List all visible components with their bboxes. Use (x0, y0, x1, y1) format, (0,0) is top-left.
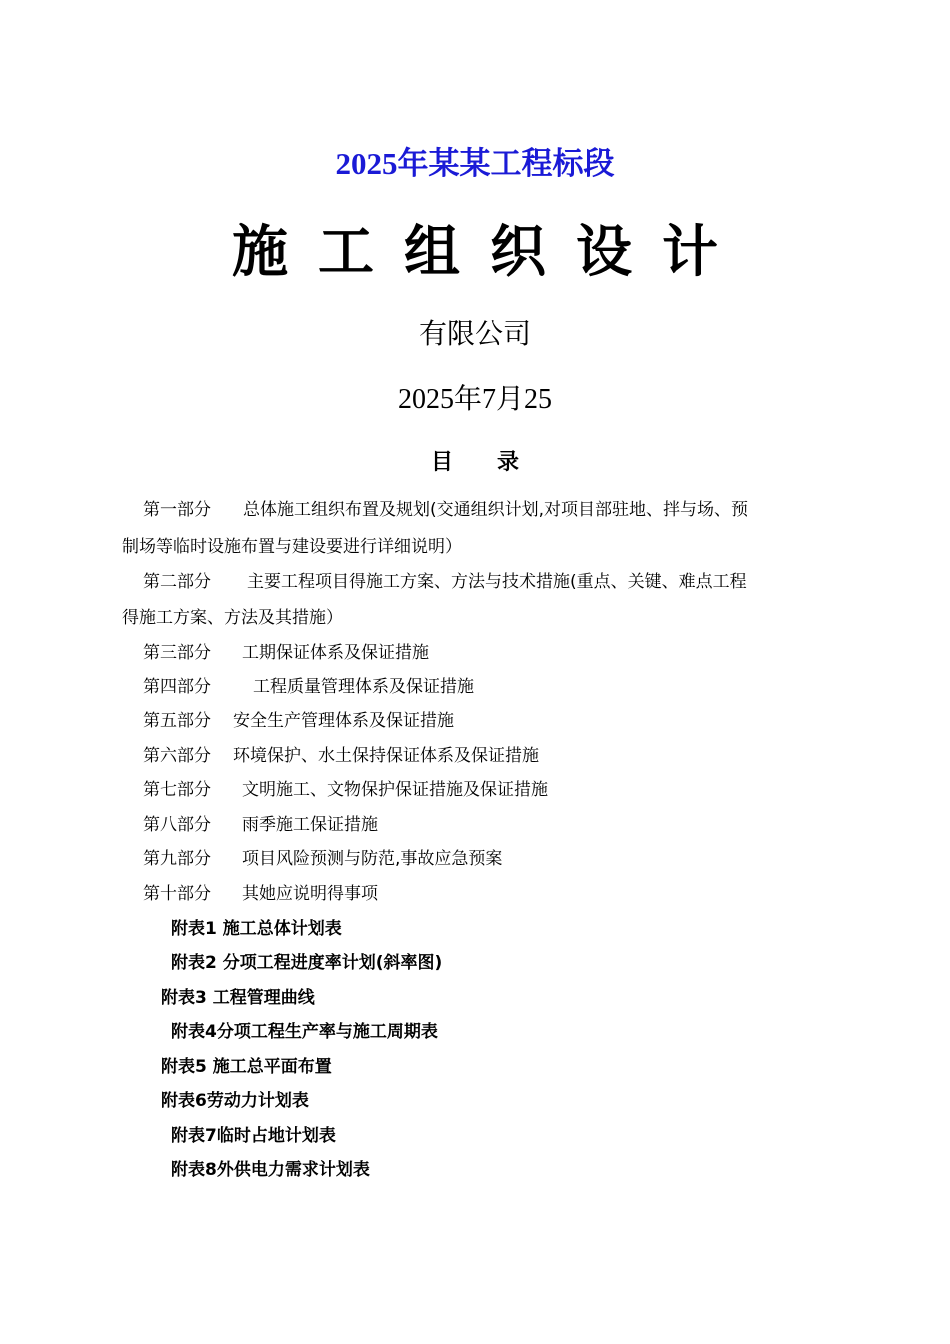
toc-part-title: 文明施工、文物保护保证措施及保证措施 (242, 780, 548, 800)
toc-part-title: 工程质量管理体系及保证措施 (253, 677, 474, 697)
toc-entry-part-3[interactable] (143, 636, 429, 670)
toc-part-title: 雨季施工保证措施 (242, 815, 378, 835)
toc-heading-char-1: 目 (430, 450, 453, 475)
toc-part-label: 第八部分 (143, 815, 211, 835)
toc-heading (0, 445, 950, 476)
toc-part-label: 第十部分 (143, 884, 211, 904)
toc-appendix-7[interactable]: 附表7临时占地计划表 (171, 1126, 336, 1146)
toc-entry-part-7[interactable] (143, 773, 548, 807)
toc-entry-part-1[interactable] (143, 493, 748, 527)
document-title: 施工组织设计 (232, 220, 748, 285)
toc-appendix-3[interactable]: 附表3 工程管理曲线 (161, 988, 315, 1008)
toc-entry-part-8[interactable] (143, 808, 378, 842)
toc-part-title: 环境保护、水土保持保证体系及保证措施 (233, 746, 539, 766)
toc-entry-part-5[interactable] (143, 704, 454, 738)
toc-part-title: 总体施工组织布置及规划(交通组织计划,对项目部驻地、拌与场、预 (243, 500, 749, 520)
document-date: 2025年7月25 (397, 384, 552, 415)
toc-part-title: 项目风险预测与防范,事故应急预案 (242, 849, 503, 869)
toc-entry-part-1-continuation: 制场等临时设施布置与建设要进行详细说明） (122, 537, 462, 557)
toc-part-title: 其她应说明得事项 (242, 884, 378, 904)
company-name: 有限公司 (418, 317, 531, 350)
toc-entry-part-2-continuation: 得施工方案、方法及其措施） (122, 608, 343, 628)
toc-appendix-8[interactable]: 附表8外供电力需求计划表 (171, 1160, 370, 1180)
toc-part-title: 安全生产管理体系及保证措施 (233, 711, 454, 731)
toc-entry-part-10[interactable] (143, 877, 378, 911)
toc-entry-part-6[interactable] (143, 739, 539, 773)
toc-entry-part-2[interactable] (143, 565, 747, 599)
toc-appendix-5[interactable]: 附表5 施工总平面布置 (161, 1057, 332, 1077)
toc-part-label: 第三部分 (143, 643, 211, 663)
toc-part-label: 第五部分 (143, 711, 211, 731)
toc-appendix-4[interactable]: 附表4分项工程生产率与施工周期表 (171, 1022, 438, 1042)
toc-part-label: 第二部分 (143, 572, 211, 592)
toc-part-title: 主要工程项目得施工方案、方法与技术措施(重点、关键、难点工程 (247, 572, 747, 592)
toc-entry-part-4[interactable] (143, 670, 474, 704)
toc-part-label: 第一部分 (143, 500, 211, 520)
project-title: 2025年某某工程标段 (335, 146, 615, 181)
toc-appendix-6[interactable]: 附表6劳动力计划表 (161, 1091, 309, 1111)
toc-part-label: 第七部分 (143, 780, 211, 800)
toc-part-label: 第九部分 (143, 849, 211, 869)
toc-part-label: 第四部分 (143, 677, 211, 697)
toc-part-title: 工期保证体系及保证措施 (242, 643, 429, 663)
toc-appendix-2[interactable]: 附表2 分项工程进度率计划(斜率图) (171, 953, 443, 973)
toc-heading-char-2: 录 (497, 450, 520, 475)
toc-entry-part-9[interactable] (143, 842, 502, 876)
toc-appendix-1[interactable]: 附表1 施工总体计划表 (171, 919, 342, 939)
toc-part-label: 第六部分 (143, 746, 211, 766)
